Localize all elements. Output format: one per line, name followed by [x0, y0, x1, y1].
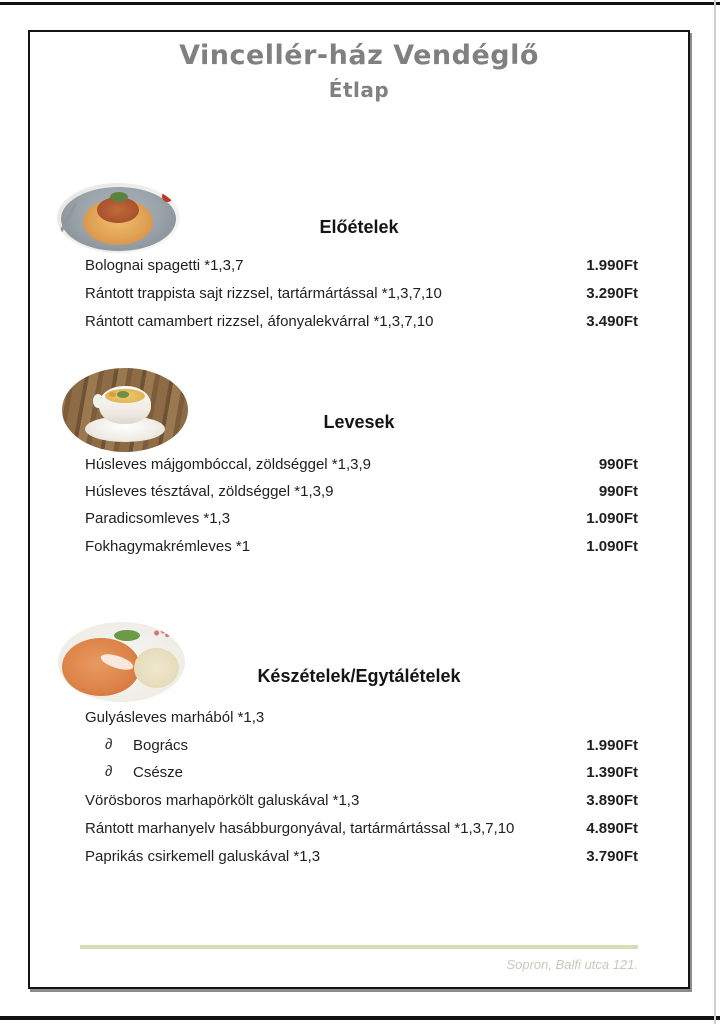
- menu-item: [85, 764, 638, 784]
- carrot-shape: [109, 392, 116, 397]
- herb-garnish-shape: [117, 391, 129, 398]
- menu-page: [28, 30, 690, 989]
- section-header-levesek: Levesek: [323, 412, 395, 432]
- menu-item: [85, 820, 638, 840]
- item-price: 1.990Ft: [586, 257, 638, 274]
- item-name: Fokhagymakrémleves *1: [85, 538, 251, 555]
- item-price: 3.490Ft: [586, 313, 638, 330]
- item-price: 3.290Ft: [586, 285, 638, 302]
- item-name: Bolognai spagetti *1,3,7: [85, 257, 244, 274]
- menu-item: [85, 709, 638, 729]
- greens-garnish-shape: [114, 630, 140, 641]
- menu-subtitle: Étlap: [328, 78, 390, 102]
- item-name: Rántott marhanyelv hasábburgonyával, tartármártással *1,3,7,10: [85, 820, 515, 837]
- item-price: 1.990Ft: [586, 737, 638, 754]
- menu-item: [85, 285, 638, 305]
- cup-handle-shape: [93, 394, 103, 408]
- goulash-photo: [58, 622, 185, 702]
- menu-item: [85, 510, 638, 530]
- item-name: Rántott camambert rizzsel, áfonyalekvárral *1,3,7,10: [85, 313, 434, 330]
- tomato-shape: [162, 191, 173, 202]
- item-name: Csésze: [133, 764, 184, 781]
- menu-item: [85, 456, 638, 476]
- menu-item: [85, 538, 638, 558]
- paprika-sprinkle-shape: [150, 628, 172, 638]
- item-price: 3.890Ft: [586, 792, 638, 809]
- menu-item: [85, 737, 638, 757]
- restaurant-title: Vincellér-ház Vendéglő: [179, 40, 539, 71]
- item-name: Húsleves májgombóccal, zöldséggel *1,3,9: [85, 456, 371, 473]
- sub-item-bullet: ∂: [105, 736, 113, 753]
- basil-garnish-shape: [110, 192, 128, 202]
- footer-address: Sopron, Balfi utca 121.: [506, 957, 638, 972]
- item-price: 4.890Ft: [586, 820, 638, 837]
- sub-item-bullet: ∂: [105, 763, 113, 780]
- item-name: Húsleves tésztával, zöldséggel *1,3,9: [85, 483, 334, 500]
- menu-item: [85, 848, 638, 868]
- item-name: Bogrács: [133, 737, 189, 754]
- section-header-keszetelek: Készételek/Egytálételek: [257, 666, 461, 686]
- item-price: 990Ft: [598, 456, 638, 473]
- footer-divider: [80, 945, 638, 949]
- menu-item: [85, 792, 638, 812]
- soup-photo: [62, 368, 188, 452]
- item-price: 1.090Ft: [586, 538, 638, 555]
- item-name: Paprikás csirkemell galuskával *1,3: [85, 848, 321, 865]
- item-price: 1.390Ft: [586, 764, 638, 781]
- item-price: 1.090Ft: [586, 510, 638, 527]
- item-price: 3.790Ft: [586, 848, 638, 865]
- menu-item: [85, 257, 638, 277]
- photo-bottom-edge: [0, 1016, 720, 1020]
- photo-right-edge: [714, 0, 716, 1024]
- item-name: Vörösboros marhapörkölt galuskával *1,3: [85, 792, 360, 809]
- item-price: 990Ft: [598, 483, 638, 500]
- item-name: Rántott trappista sajt rizzsel, tartármártással *1,3,7,10: [85, 285, 442, 302]
- photo-top-edge: [0, 2, 720, 5]
- menu-item: [85, 483, 638, 503]
- item-name: Gulyásleves marhából *1,3: [85, 709, 265, 726]
- menu-item: [85, 313, 638, 333]
- item-name: Paradicsomleves *1,3: [85, 510, 231, 527]
- section-header-eloetelek: Előételek: [319, 217, 399, 237]
